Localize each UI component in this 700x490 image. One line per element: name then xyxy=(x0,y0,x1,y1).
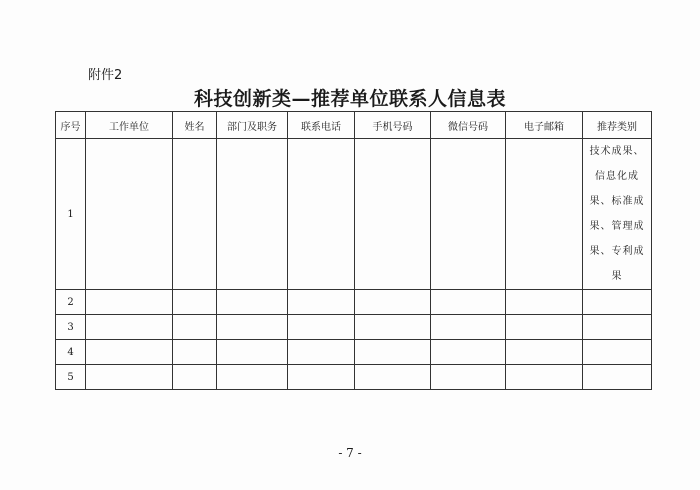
cell-name[interactable] xyxy=(173,315,217,340)
cell-recommend-category[interactable] xyxy=(583,315,652,340)
header-mobile: 手机号码 xyxy=(355,112,431,139)
cell-department-position[interactable] xyxy=(217,315,288,340)
cell-email[interactable] xyxy=(506,340,583,365)
annex-label: 附件2 xyxy=(88,68,123,83)
table-row xyxy=(56,365,652,390)
cell-contact-phone[interactable] xyxy=(288,340,355,365)
header-email: 电子邮箱 xyxy=(506,112,583,139)
cell-name[interactable] xyxy=(173,139,217,290)
header-index: 序号 xyxy=(56,112,86,139)
cell-mobile[interactable] xyxy=(355,340,431,365)
row-index: 5 xyxy=(56,365,86,390)
cell-wechat[interactable] xyxy=(431,340,506,365)
header-contact-phone: 联系电话 xyxy=(288,112,355,139)
header-recommend-category: 推荐类别 xyxy=(583,112,652,139)
contact-info-table xyxy=(55,111,652,390)
cell-department-position[interactable] xyxy=(217,365,288,390)
cell-contact-phone[interactable] xyxy=(288,365,355,390)
cell-email[interactable] xyxy=(506,365,583,390)
cell-name[interactable] xyxy=(173,290,217,315)
cell-recommend-category[interactable] xyxy=(583,290,652,315)
cell-recommend-category: 技术成果、信息化成果、标准成果、管理成果、专利成果 xyxy=(583,139,652,290)
cell-mobile[interactable] xyxy=(355,139,431,290)
cell-recommend-category[interactable] xyxy=(583,340,652,365)
row-index: 4 xyxy=(56,340,86,365)
cell-mobile[interactable] xyxy=(355,290,431,315)
row-index: 1 xyxy=(56,139,86,290)
table-header-row xyxy=(56,112,652,139)
document-title: 科技创新类—推荐单位联系人信息表 xyxy=(193,88,506,110)
cell-work-unit[interactable] xyxy=(86,365,173,390)
table-row xyxy=(56,340,652,365)
table-row xyxy=(56,315,652,340)
cell-work-unit[interactable] xyxy=(86,139,173,290)
cell-name[interactable] xyxy=(173,340,217,365)
cell-contact-phone[interactable] xyxy=(288,290,355,315)
header-department-position: 部门及职务 xyxy=(217,112,288,139)
cell-email[interactable] xyxy=(506,290,583,315)
cell-email[interactable] xyxy=(506,139,583,290)
cell-contact-phone[interactable] xyxy=(288,139,355,290)
page-number: - 7 - xyxy=(338,446,362,460)
cell-work-unit[interactable] xyxy=(86,290,173,315)
row-index: 3 xyxy=(56,315,86,340)
cell-work-unit[interactable] xyxy=(86,340,173,365)
cell-recommend-category[interactable] xyxy=(583,365,652,390)
cell-work-unit[interactable] xyxy=(86,315,173,340)
cell-department-position[interactable] xyxy=(217,290,288,315)
row-index: 2 xyxy=(56,290,86,315)
table-row xyxy=(56,290,652,315)
cell-name[interactable] xyxy=(173,365,217,390)
header-name: 姓名 xyxy=(173,112,217,139)
cell-wechat[interactable] xyxy=(431,139,506,290)
cell-department-position[interactable] xyxy=(217,340,288,365)
cell-mobile[interactable] xyxy=(355,365,431,390)
cell-email[interactable] xyxy=(506,315,583,340)
table-row xyxy=(56,139,652,290)
header-work-unit: 工作单位 xyxy=(86,112,173,139)
cell-mobile[interactable] xyxy=(355,315,431,340)
cell-contact-phone[interactable] xyxy=(288,315,355,340)
cell-wechat[interactable] xyxy=(431,315,506,340)
cell-wechat[interactable] xyxy=(431,365,506,390)
cell-department-position[interactable] xyxy=(217,139,288,290)
cell-wechat[interactable] xyxy=(431,290,506,315)
header-wechat: 微信号码 xyxy=(431,112,506,139)
